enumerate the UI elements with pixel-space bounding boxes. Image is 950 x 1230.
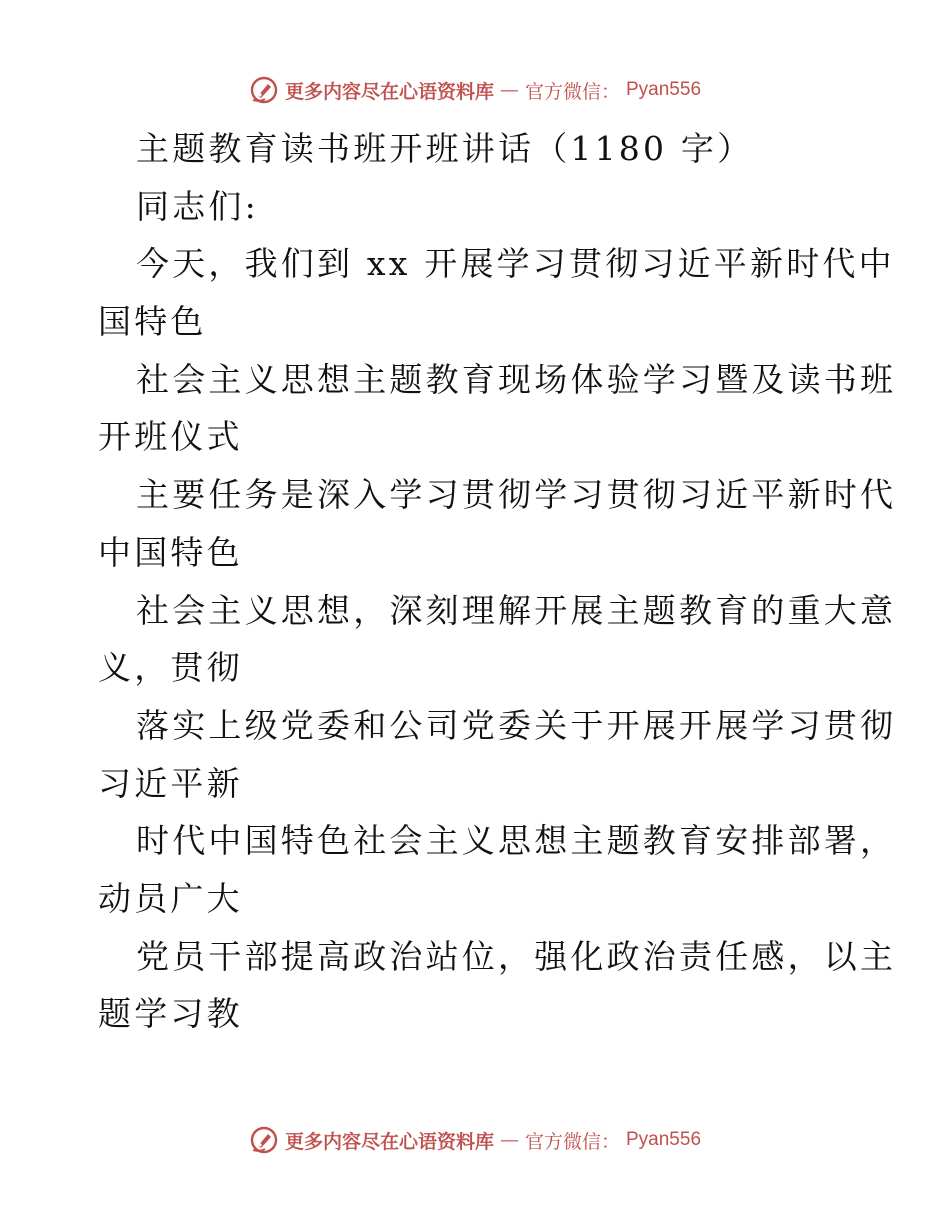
watermark-wechat-id: Pyan556 — [626, 79, 702, 100]
pen-nib-logo-icon — [249, 75, 279, 105]
paragraph-line: 动员广大 — [98, 878, 243, 918]
paragraph-line: 落实上级党委和公司党委关于开展开展学习贯彻 — [136, 705, 897, 745]
paragraph-line: 义，贯彻 — [98, 648, 243, 688]
paragraph-line: 社会主义思想，深刻理解开展主题教育的重大意 — [136, 590, 897, 630]
salutation: 同志们: — [136, 186, 259, 226]
document-body — [98, 120, 897, 1043]
watermark-separator: — — [499, 1129, 519, 1151]
watermark-site-name: 更多内容尽在心语资料库 — [284, 80, 494, 103]
watermark-banner — [249, 1125, 701, 1155]
watermark-site-name: 更多内容尽在心语资料库 — [284, 1130, 494, 1153]
paragraph-line: 习近平新 — [98, 763, 243, 803]
footer-watermark — [0, 1120, 950, 1160]
watermark-separator: — — [499, 79, 519, 101]
watermark-wechat-label: 官方微信： — [524, 80, 620, 103]
paragraph-line: 社会主义思想主题教育现场体验学习暨及读书班 — [136, 359, 897, 399]
paragraph-line: 今天，我们到 xx 开展学习贯彻习近平新时代中 — [136, 244, 895, 284]
watermark-wechat-id: Pyan556 — [626, 1129, 702, 1150]
document-title: 主题教育读书班开班讲话（1180 字） — [136, 129, 754, 168]
paragraph-line: 开班仪式 — [98, 417, 243, 457]
header-watermark — [0, 70, 950, 110]
paragraph-line: 中国特色 — [98, 532, 243, 572]
paragraph-line: 时代中国特色社会主义思想主题教育安排部署， — [136, 821, 897, 861]
watermark-wechat-label: 官方微信： — [524, 1130, 620, 1153]
paragraph-line: 党员干部提高政治站位，强化政治责任感，以主 — [136, 936, 897, 976]
pen-nib-logo-icon — [249, 1125, 279, 1155]
watermark-banner — [249, 75, 701, 105]
paragraph-line: 国特色 — [98, 302, 207, 342]
paragraph-line: 主要任务是深入学习贯彻学习贯彻习近平新时代 — [136, 475, 897, 515]
paragraph-line: 题学习教 — [98, 994, 243, 1034]
